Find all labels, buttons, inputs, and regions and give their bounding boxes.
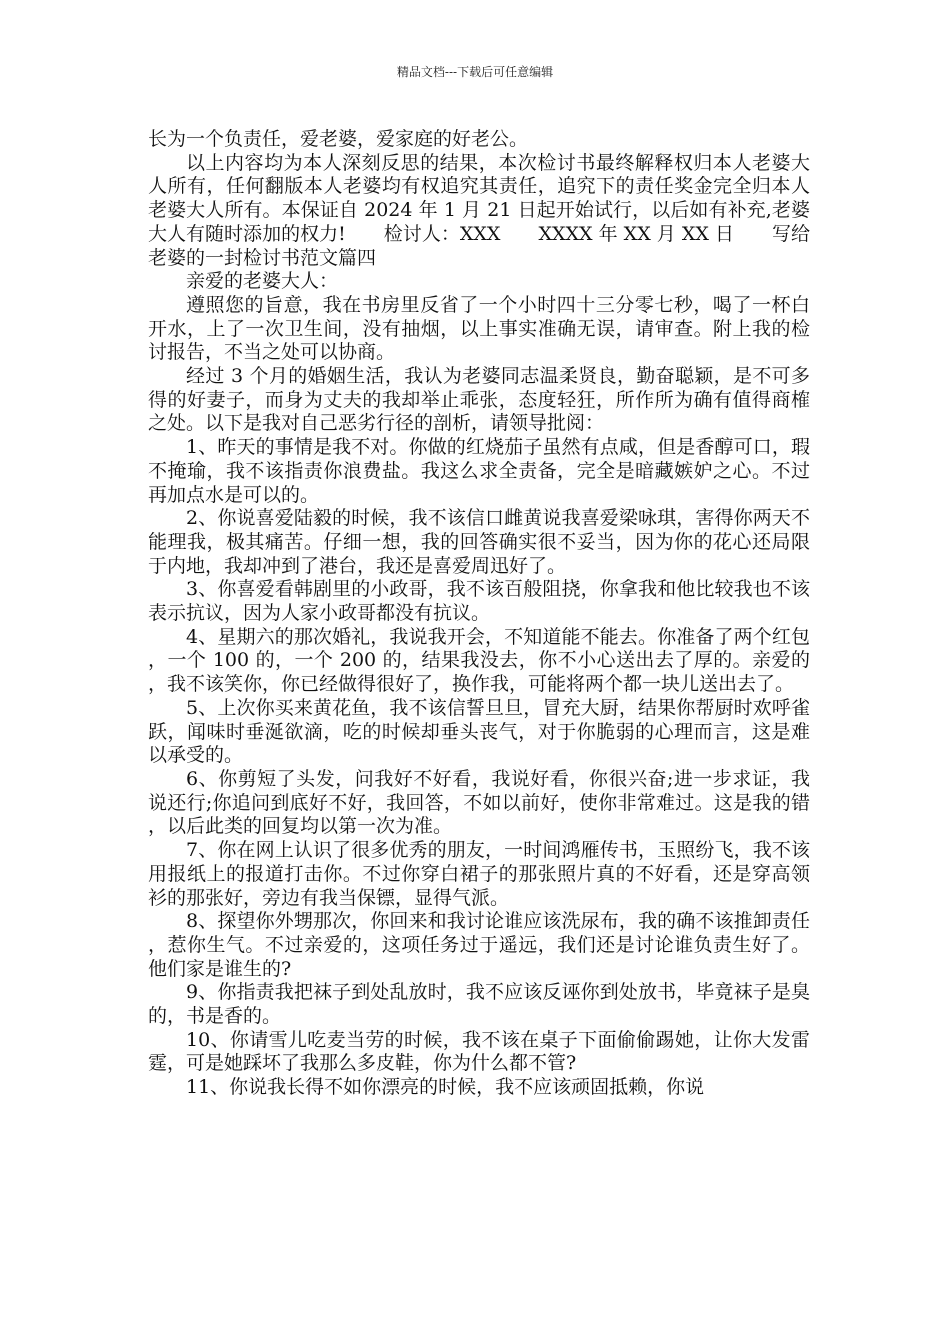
paragraph-item-9: 9、你指责我把袜子到处乱放时，我不应该反诬你到处放书，毕竟袜子是臭的，书是香的。 [148, 981, 810, 1028]
paragraph-item-5: 5、上次你买来黄花鱼，我不该信誓旦旦，冒充大厨，结果你帮厨时欢呼雀跃，闻味时垂涎欲滴，吃的时候却垂头丧气，对于你脆弱的心理而言，这是难以承受的。 [148, 696, 810, 767]
paragraph-item-7: 7、你在网上认识了很多优秀的朋友，一时间鸿雁传书，玉照纷飞，我不该用报纸上的报道打击你。不过你穿白裙子的那张照片真的不好看，还是穿高领衫的那张好，旁边有我当保镖，显得气派。 [148, 839, 810, 909]
paragraph-item-2: 2、你说喜爱陆毅的时候，我不该信口雌黄说我喜爱梁咏琪，害得你两天不能理我，极其痛苦。仔细一想，我的回答确实很不妥当，因为你的花心还局限于内地，我却冲到了港台，我还是喜爱周迅好了。 [148, 507, 810, 577]
paragraph-item-1: 1、昨天的事情是我不对。你做的红烧茄子虽然有点咸，但是香醇可口，瑕不掩瑜，我不该指责你浪费盐。我这么求全责备，完全是暗藏嫉妒之心。不过再加点水是可以的。 [148, 436, 810, 506]
header-text: 精品文档---下载后可任意编辑 [396, 65, 554, 79]
paragraph-item-4: 4、星期六的那次婚礼，我说我开会，不知道能不能去。你准备了两个红包，一个 100 的，一个 200 的，结果我没去，你不小心送出去了厚的。亲爱的，我不该笑你，你已经做得很好了，换作我，可能将两个都一块儿送出去了。 [148, 625, 810, 696]
paragraph-intro: 遵照您的旨意，我在书房里反省了一个小时四十三分零七秒，喝了一杯白开水，上了一次卫生间，没有抽烟，以上事实准确无误，请审查。附上我的检讨报告，不当之处可以协商。 [148, 293, 810, 364]
paragraph-item-10: 10、你请雪儿吃麦当劳的时候，我不该在桌子下面偷偷踢她，让你大发雷霆，可是她踩坏了我那么多皮鞋，你为什么都不管? [148, 1028, 810, 1075]
paragraph-continuation: 长为一个负责任，爱老婆，爱家庭的好老公。 [148, 128, 529, 150]
paragraph-item-8: 8、探望你外甥那次，你回来和我讨论谁应该洗尿布，我的确不该推卸责任，惹你生气。不过亲爱的，这项任务过于遥远，我们还是讨论谁负责生好了。他们家是谁生的? [148, 910, 810, 980]
paragraph-item-3: 3、你喜爱看韩剧里的小政哥，我不该百般阻挠，你拿我和他比较我也不该表示抗议，因为人家小政哥都没有抗议。 [148, 578, 810, 625]
paragraph-item-11: 11、你说我长得不如你漂亮的时候，我不应该顽固抵赖，你说 [186, 1076, 705, 1099]
page-header [0, 64, 950, 80]
document-body [148, 128, 810, 1100]
paragraph-item-6: 6、你剪短了头发，问我好不好看，我说好看，你很兴奋;进一步求证，我说还行;你追问到底好不好，我回答，不如以前好，使你非常难过。这是我的错，以后此类的回复均以第一次为准。 [148, 767, 810, 838]
paragraph-closing-statement: 以上内容均为本人深刻反思的结果，本次检讨书最终解释权归本人老婆大人所有，任何翻版本人老婆均有权追究其责任，追究下的责任奖金完全归本人老婆大人所有。本保证自 2024 年 1 月 21 日起开始试行，以后如有补充,老婆大人有随时添加的权力! 检讨人：XXX XXXX 年 XX 月 XX 日 写给老婆的一封检讨书范文篇四 [148, 151, 810, 269]
paragraph-marriage: 经过 3 个月的婚姻生活，我认为老婆同志温柔贤良，勤奋聪颖，是不可多得的好妻子，而身为丈夫的我却举止乖张，态度轻狂，所作所为确有值得商榷之处。以下是我对自己恶劣行径的剖析，请领导批阅： [148, 365, 810, 435]
paragraph-salutation: 亲爱的老婆大人： [186, 270, 339, 293]
